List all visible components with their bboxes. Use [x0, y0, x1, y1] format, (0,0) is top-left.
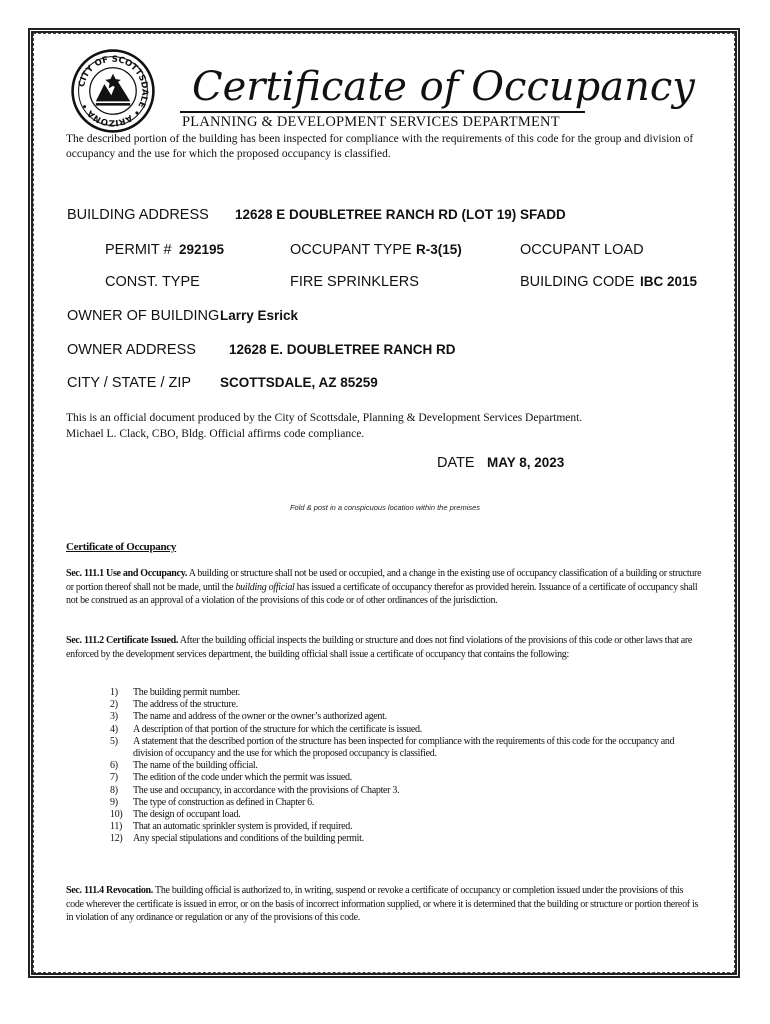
intro-text: The described portion of the building has been inspected for compliance with the requirements of this code for the group and division of occupancy and the use for which the proposed occupancy is classified. [66, 133, 694, 160]
list-item: 11) That an automatic sprinkler system is provided, if required. [110, 821, 353, 833]
building-address-label: BUILDING ADDRESS [67, 207, 209, 223]
list-item: 5) A statement that the described portion of the structure has been inspected for compliance with the requirements of this code for the occupancy and division of occupancy and the use for which the proposed occupancy is classified. [110, 735, 675, 760]
section-111-4 [66, 884, 702, 925]
permit-label: PERMIT # [105, 242, 172, 258]
building-address-value: 12628 E DOUBLETREE RANCH RD (LOT 19) SFADD [235, 207, 566, 222]
list-item: 3) The name and address of the owner or the owner’s authorized agent. [110, 711, 387, 723]
permit-value: 292195 [179, 242, 225, 257]
building-code-label: BUILDING CODE [520, 274, 635, 290]
owner-label: OWNER OF BUILDING [67, 308, 220, 324]
section-111-2-text: After the building official inspects the building or structure and does not find violations of the provisions of this code or other laws that are enforced by the development services department, the building official shall issue a certificate of occupancy that contains the following: [66, 635, 693, 660]
owner-value: Larry Esrick [220, 308, 299, 323]
date-value: MAY 8, 2023 [487, 455, 565, 470]
list-item: 6) The name of the building official. [110, 760, 258, 772]
certificate-contents-list [110, 687, 700, 846]
section-111-1-heading: Sec. 111.1 Use and Occupancy. [66, 568, 188, 579]
fold-instruction: Fold & post in a conspicuous location within the premises [289, 503, 481, 512]
fire-sprinklers-label: FIRE SPRINKLERS [290, 274, 419, 290]
list-item: 10) The design of occupant load. [110, 809, 241, 821]
list-item: 7) The edition of the code under which the permit was issued. [110, 772, 352, 784]
list-item: 2) The address of the structure. [110, 699, 238, 711]
section-111-4-text: The building official is authorized to, in writing, suspend or revoke a certificate of occupancy or completion issued under the provisions of this code wherever the certificate is issued in error, or on the basis of incorrect information supplied, or where it is determined that the building or structure or portion thereof is in violation of any ordinance or regulation or any of the provisions of this code. [66, 885, 699, 924]
list-item: 8) The use and occupancy, in accordance with the provisions of Chapter 3. [110, 784, 400, 796]
section-111-1-text-a: A building or structure shall not be used or occupied, and a change in the existing use of occupancy classification of a building or structure or portion thereof shall not be made, until the [66, 568, 702, 593]
list-item: 9) The type of construction as defined in Chapter 6. [110, 796, 315, 808]
section-111-4-heading: Sec. 111.4 Revocation. [66, 885, 154, 896]
section-111-2 [66, 634, 702, 661]
date-label: DATE [437, 455, 475, 471]
certificate-title: Certificate of Occupancy [192, 64, 695, 110]
city-seal-logo [70, 48, 156, 134]
section-111-2-heading: Sec. 111.2 Certificate Issued. [66, 635, 179, 646]
building-code-value: IBC 2015 [640, 274, 698, 289]
department-name: PLANNING & DEVELOPMENT SERVICES DEPARTMENT [182, 114, 560, 130]
occupant-load-label: OCCUPANT LOAD [520, 242, 644, 258]
code-section-title: Certificate of Occupancy [66, 541, 177, 553]
list-item: 1) The building permit number. [110, 687, 240, 698]
section-111-1 [66, 567, 702, 608]
title-underline [180, 111, 585, 113]
svg-text:CITY OF SCOTTSDALE • ARIZONA •: CITY OF SCOTTSDALE • ARIZONA • [77, 54, 150, 128]
list-item: 12) Any special stipulations and conditions of the building permit. [110, 833, 364, 845]
city-state-zip-label: CITY / STATE / ZIP [67, 375, 192, 391]
official-statement: This is an official document produced by the City of Scottsdale, Planning & Development Services Department. [66, 412, 583, 424]
official-affirmation: Michael L. Clack, CBO, Bldg. Official affirms code compliance. [66, 428, 365, 440]
occupant-type-label: OCCUPANT TYPE [290, 242, 412, 258]
owner-address-label: OWNER ADDRESS [67, 342, 196, 358]
section-111-1-text-b: has issued a certificate of occupancy therefor as provided herein. Issuance of a certificate of occupancy shall not be construed as an approval of a violation of the provisions of this code or of other ordinances of the jurisdiction. [66, 581, 698, 607]
occupant-type-value: R-3(15) [416, 242, 462, 257]
section-111-1-italic: building official [235, 581, 295, 593]
city-state-zip-value: SCOTTSDALE, AZ 85259 [220, 375, 378, 390]
owner-address-value: 12628 E. DOUBLETREE RANCH RD [229, 342, 456, 357]
list-item: 4) A description of that portion of the structure for which the certificate is issued. [110, 723, 422, 735]
const-type-label: CONST. TYPE [105, 274, 200, 290]
